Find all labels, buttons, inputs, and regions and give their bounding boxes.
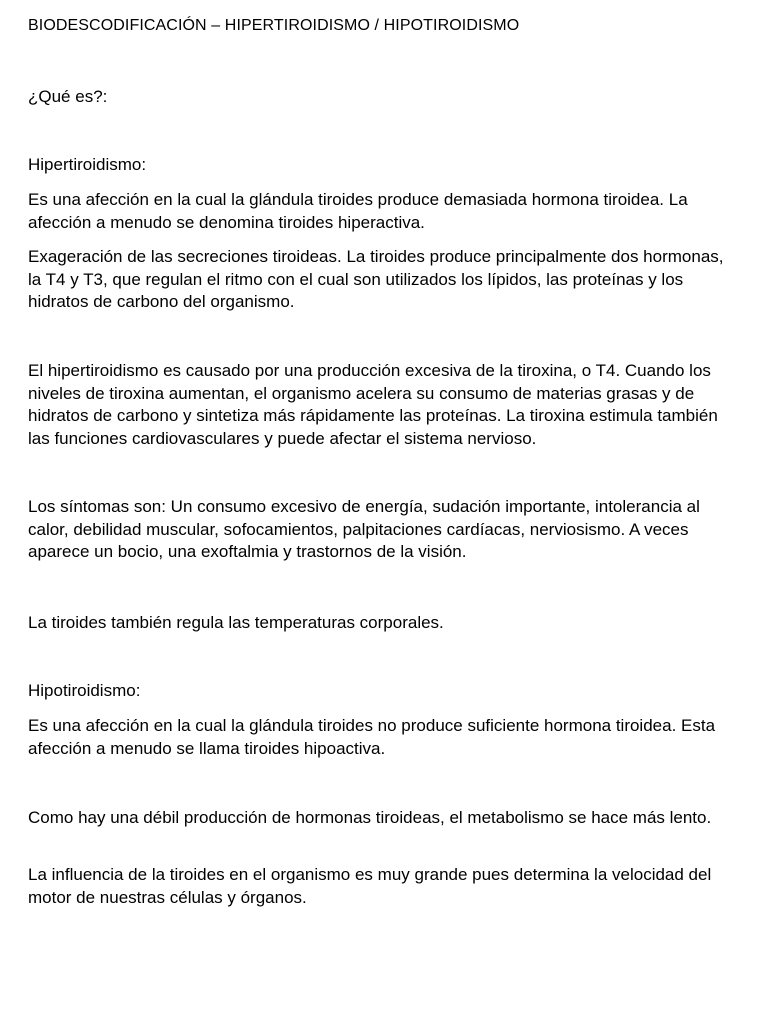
paragraph-hypo-definition: Es una afección en la cual la glándula tiroides no produce suficiente hormona tiroidea. Esta afección a menudo se llama tiroides hipoactiva. bbox=[28, 716, 716, 758]
paragraph-hyper-symptoms: Los síntomas son: Un consumo excesivo de energía, sudación importante, intolerancia al calor, debilidad muscular, sofocamientos, palpitaciones cardíacas, nerviosismo. A veces aparece un bocio, una exoftalmia y trastornos de la visión. bbox=[28, 497, 700, 562]
paragraph-hyper-cause: El hipertiroidismo es causado por una producción excesiva de la tiroxina, o T4. Cuando los niveles de tiroxina aumentan, el organismo acelera su consumo de materias grasas y de hidratos de carbono y sintetiza más rápidamente las proteínas. La tiroxina estimula también las funciones cardiovasculares y puede afectar el sistema nervioso. bbox=[28, 361, 718, 448]
heading-hipotiroidismo: Hipotiroidismo: bbox=[28, 681, 141, 700]
paragraph-hyper-temperature: La tiroides también regula las temperaturas corporales. bbox=[28, 613, 444, 632]
heading-hipertiroidismo: Hipertiroidismo: bbox=[28, 155, 147, 174]
paragraph-hypo-metabolism: Como hay una débil producción de hormonas tiroideas, el metabolismo se hace más lento. bbox=[28, 808, 712, 827]
document-title: BIODESCODIFICACIÓN – HIPERTIROIDISMO / HIPOTIROIDISMO bbox=[28, 17, 520, 34]
paragraph-hypo-influence: La influencia de la tiroides en el organismo es muy grande pues determina la velocidad del motor de nuestras células y órganos. bbox=[28, 865, 712, 907]
paragraph-hyper-definition: Es una afección en la cual la glándula tiroides produce demasiada hormona tiroidea. La afección a menudo se denomina tiroides hiperactiva. bbox=[28, 190, 688, 232]
paragraph-hyper-secretions: Exageración de las secreciones tiroideas. La tiroides produce principalmente dos hormonas, la T4 y T3, que regulan el ritmo con el cual son utilizados los lípidos, las proteínas y los hidratos de carbono del organismo. bbox=[28, 247, 724, 312]
section-question: ¿Qué es?: bbox=[28, 87, 108, 106]
